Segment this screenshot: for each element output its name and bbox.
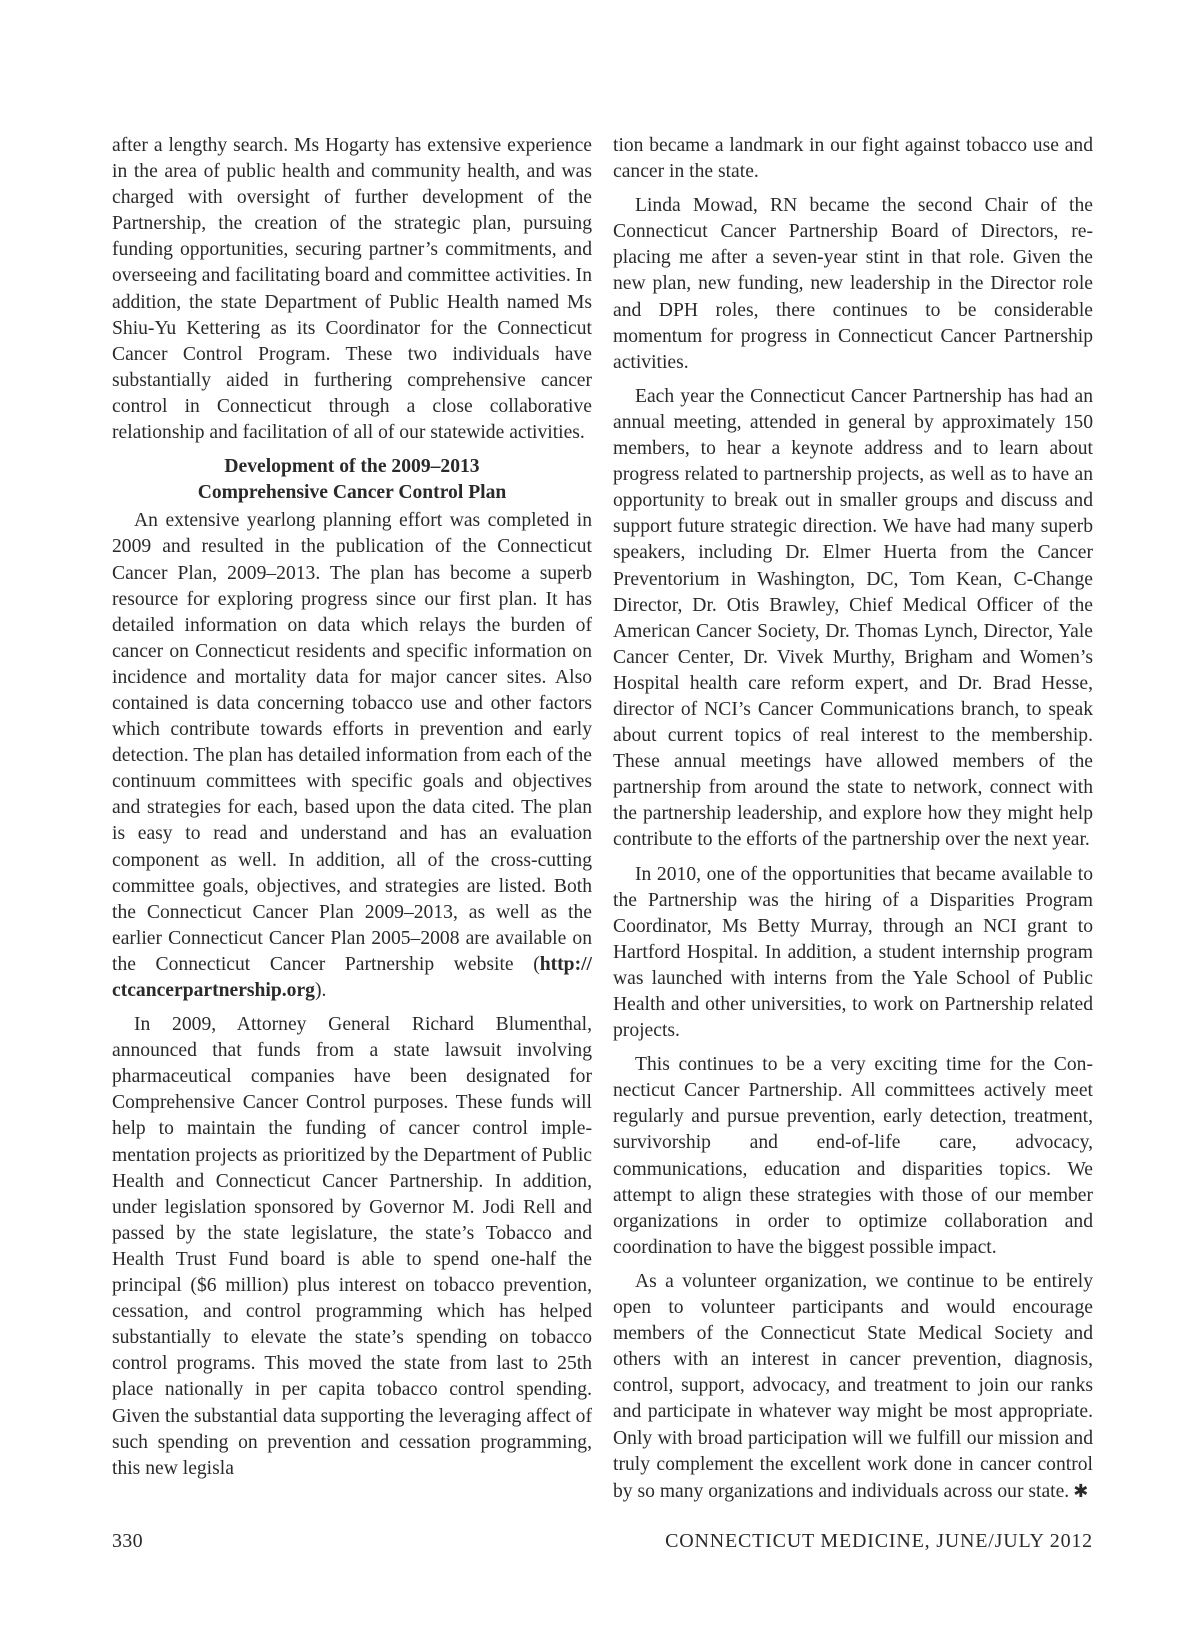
left-paragraph-2-text: An extensive yearlong planning effort was completed in 2009 and resulted in the publication of the Connecticut Cancer Plan, 2009–2013. The plan has become a superb resource for exploring progress since our first plan. It has detailed information on data which relays the burden of cancer on Connecticut residents and specific information on incidence and mortality data for major cancer sites. Also contained is data concerning tobacco use and other factors which contribute towards efforts in prevention and early detection. The plan has detailed information from each of the continuum committees with specific goals and objectives and strategies for each, based upon the data cited. The plan is easy to read and understand and has an evaluation component as well. In addition, all of the cross-cutting committee goals, objectives, and strategies are listed. Both the Connecticut Cancer Plan 2009–2013, as well as the earlier Connecticut Cancer Plan 2005–2008 are available on the Connecticut Cancer Partnership website ( xyxy=(112,510,592,975)
page-number: 330 xyxy=(112,1530,143,1552)
left-paragraph-2 xyxy=(112,508,592,1004)
end-mark-icon: ✱ xyxy=(1073,1480,1089,1501)
left-column xyxy=(112,133,592,1482)
website-url: http:// ctcancerpartnership.org xyxy=(112,953,592,1001)
right-paragraph-6-text: As a volunteer organization, we continue to be entirely open to volunteer participants and would encourage members of the Connecticut State Medical Society and others with an interest in cancer prevention, diagnosis, control, support, advocacy, and treatment to join our ranks and participate in whatever way might be most appropriate. Only with broad participation will we fulfill our mission and truly complement the excellent work done in cancer control by so many organizations and individuals across our state. xyxy=(613,1270,1093,1502)
left-paragraph-3: In 2009, Attorney General Richard Blumenthal, announced that funds from a state lawsuit involving pharmaceutical companies have been designated for Comprehensive Cancer Control purposes. These funds will help to maintain the funding of cancer control implementation projects as prioritized by the Department of Public Health and Connecticut Cancer Partnership. In addition, under legislation sponsored by Governor M. Jodi Rell and passed by the state legislature, the state’s Tobacco and Health Trust Fund board is able to spend one-half the principal ($6 million) plus interest on tobacco prevention, cessation, and control programming which has helped substantially to elevate the state’s spending on tobacco control programs. This moved the state from last to 25th place nationally in per capita tobacco control spending. Given the substantial data supporting the leveraging affect of such spending on prevention and cessation programming, this new legisla xyxy=(112,1014,592,1479)
left-paragraph-1: after a lengthy search. Ms Hogarty has extensive experience in the area of public health and community health, and was charged with oversight of further development of the Partnership, the creation of the strategic plan, pursuing funding opportunities, securing partner’s commitments, and overseeing and facilitating board and committee activities. In addition, the state Department of Public Health named Ms Shiu-Yu Kettering as its Coordinator for the Connecticut Cancer Control Program. These two individuals have substantially aided in furthering comprehensive cancer control in Connecticut through a close collaborative relationship and facilitation of all of our statewide activities. xyxy=(112,135,592,444)
left-paragraph-2-end: ). xyxy=(314,980,327,1001)
right-paragraph-2: Linda Mowad, RN became the second Chair of the Connecticut Cancer Partnership Board of Directors, replacing me after a seven-year stint in that role. Given the new plan, new funding, new leadership in the Director role and DPH roles, there continues to be considerable momentum for progress in Connecticut Cancer Partnership activities. xyxy=(613,195,1093,373)
right-paragraph-5: This continues to be a very exciting time for the Connecticut Cancer Partnership. All committees actively meet regularly and pursue prevention, early detection, treatment, survivorship and end-of-life care, advocacy, communications, education and disparities topics. We attempt to align these strategies with those of our member organizations in order to optimize collaboration and coordination to have the biggest possible impact. xyxy=(613,1054,1093,1258)
section-heading-line-2: Comprehensive Cancer Control Plan xyxy=(197,482,507,504)
right-paragraph-1: tion became a landmark in our fight against tobacco use and cancer in the state. xyxy=(613,135,1093,183)
section-heading xyxy=(112,454,592,506)
right-paragraph-3: Each year the Connecticut Cancer Partnership has had an annual meeting, attended in general by approximately 150 members, to hear a keynote address and to learn about progress related to partnership projects, as well as to have an opportunity to break out in smaller groups and discuss and support future strategic direction. We have had many superb speakers, including Dr. Elmer Huerta from the Cancer Preventorium in Washington, DC, Tom Kean, C-Change Director, Dr. Otis Brawley, Chief Medical Officer of the American Cancer Society, Dr. Thomas Lynch, Director, Yale Cancer Center, Dr. Vivek Murthy, Brigham and Women’s Hospital health care reform expert, and Dr. Brad Hesse, director of NCI’s Cancer Communications branch, to speak about current topics of real interest to the membership. These annual meetings have allowed members of the partnership from around the state to network, connect with the partnership leadership, and explore how they might help contribute to the efforts of the partnership over the next year. xyxy=(613,385,1093,851)
section-heading-line-1: Development of the 2009–2013 xyxy=(224,456,480,478)
journal-footer: CONNECTICUT MEDICINE, JUNE/JULY 2012 xyxy=(665,1530,1093,1552)
right-paragraph-6 xyxy=(613,1269,1093,1505)
right-paragraph-4: In 2010, one of the opportunities that became available to the Partnership was the hiring of a Disparities Program Coordinator, Ms Betty Murray, through an NCI grant to Hartford Hospital. In addition, a student internship program was launched with interns from the Yale School of Public Health and other universities, to work on Partnership related projects. xyxy=(613,863,1093,1042)
right-column xyxy=(613,133,1093,1505)
